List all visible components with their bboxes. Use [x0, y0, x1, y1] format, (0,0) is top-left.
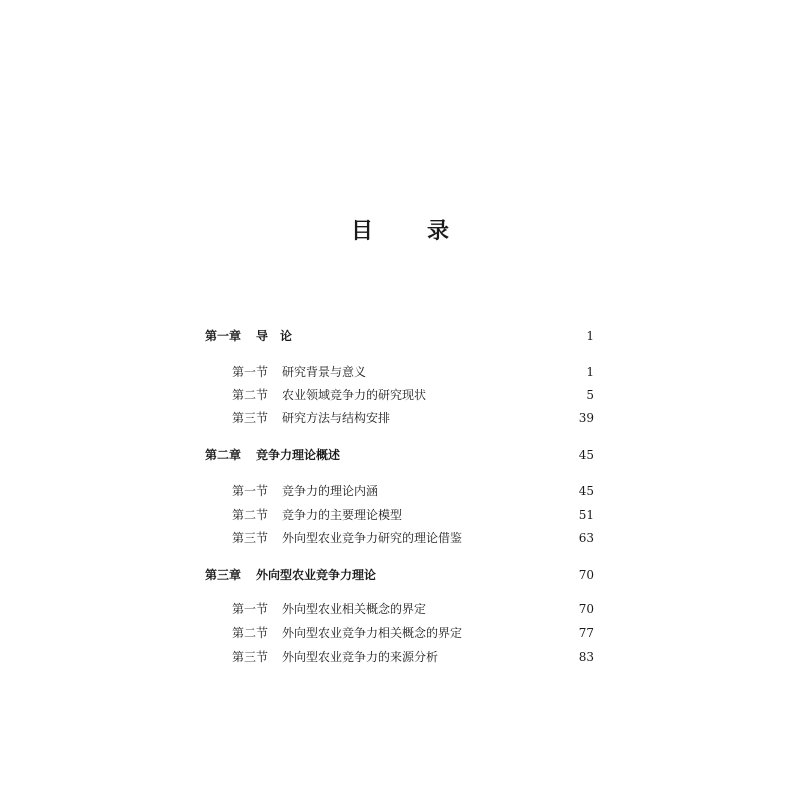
leader-dots — [348, 446, 575, 464]
section-title: 外向型农业竞争力研究的理论借鉴 — [282, 531, 463, 545]
leader-dots — [300, 327, 582, 345]
page-number: 83 — [578, 650, 594, 664]
toc-chapter-3[interactable] — [205, 566, 594, 584]
page-number: 1 — [586, 329, 594, 343]
toc-section-2-3[interactable] — [232, 529, 594, 547]
leader-dots — [408, 506, 575, 524]
page-number: 39 — [578, 411, 594, 425]
toc-section-1-1[interactable] — [232, 363, 594, 381]
section-number: 第一节 — [232, 365, 269, 379]
chapter-number: 第二章 — [205, 448, 242, 462]
leader-dots — [384, 482, 575, 500]
section-number: 第二节 — [232, 508, 269, 522]
page-number: 77 — [578, 626, 594, 640]
leader-dots — [432, 600, 575, 618]
leader-dots — [384, 566, 575, 584]
leader-dots — [372, 363, 582, 381]
page-number: 51 — [578, 508, 594, 522]
page-number: 63 — [578, 531, 594, 545]
leader-dots — [432, 386, 582, 404]
section-number: 第二节 — [232, 388, 269, 402]
section-title: 外向型农业竞争力的来源分析 — [282, 650, 439, 664]
page-number: 1 — [586, 365, 594, 379]
page-number: 5 — [586, 388, 594, 402]
toc-chapter-2[interactable] — [205, 446, 594, 464]
page-number: 45 — [578, 484, 594, 498]
toc-section-2-1[interactable] — [232, 482, 594, 500]
section-title: 研究方法与结构安排 — [282, 411, 391, 425]
section-title: 农业领域竞争力的研究现状 — [282, 388, 427, 402]
page-title: 目 录 — [350, 218, 465, 244]
toc-chapter-1[interactable] — [205, 327, 594, 345]
section-number: 第三节 — [232, 411, 269, 425]
section-title: 竞争力的理论内涵 — [282, 484, 379, 498]
toc-section-1-2[interactable] — [232, 386, 594, 404]
leader-dots — [468, 529, 575, 547]
chapter-title: 外向型农业竞争力理论 — [256, 568, 377, 582]
toc-section-3-1[interactable] — [232, 600, 594, 618]
section-number: 第一节 — [232, 484, 269, 498]
chapter-title: 导 论 — [256, 329, 293, 343]
page-number: 45 — [578, 448, 594, 462]
chapter-number: 第一章 — [205, 329, 242, 343]
toc-section-1-3[interactable] — [232, 409, 594, 427]
toc-section-2-2[interactable] — [232, 506, 594, 524]
section-title: 外向型农业相关概念的界定 — [282, 602, 427, 616]
section-number: 第三节 — [232, 531, 269, 545]
section-number: 第二节 — [232, 626, 269, 640]
section-number: 第一节 — [232, 602, 269, 616]
section-number: 第三节 — [232, 650, 269, 664]
toc-section-3-3[interactable] — [232, 648, 594, 666]
page-number: 70 — [578, 602, 594, 616]
section-title: 外向型农业竞争力相关概念的界定 — [282, 626, 463, 640]
page-number: 70 — [578, 568, 594, 582]
leader-dots — [468, 624, 575, 642]
chapter-title: 竞争力理论概述 — [256, 448, 341, 462]
leader-dots — [444, 648, 575, 666]
chapter-number: 第三章 — [205, 568, 242, 582]
section-title: 竞争力的主要理论模型 — [282, 508, 403, 522]
toc-section-3-2[interactable] — [232, 624, 594, 642]
section-title: 研究背景与意义 — [282, 365, 367, 379]
leader-dots — [396, 409, 575, 427]
